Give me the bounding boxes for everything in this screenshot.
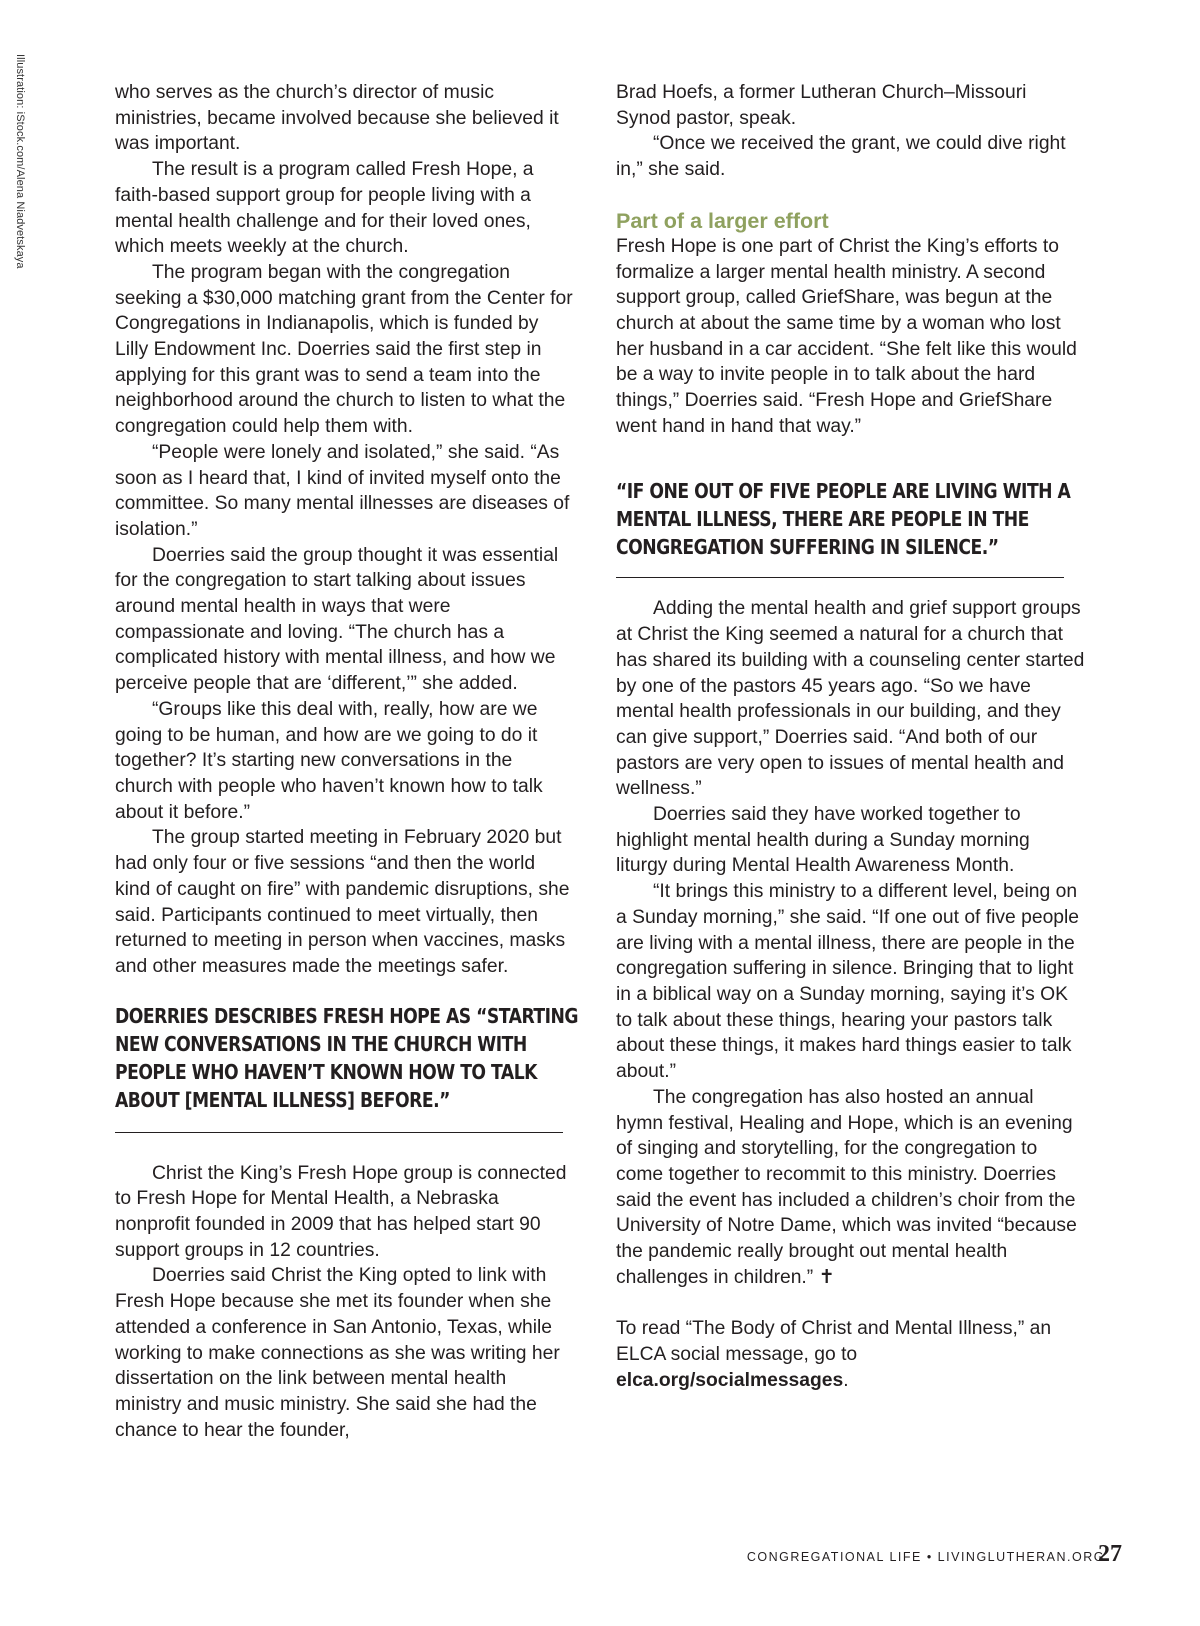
photo-credit: Illustration: iStock.com/Alena Niadvetskaya	[14, 54, 26, 269]
pull-quote: DOERRIES DESCRIBES FRESH HOPE AS “STARTING NEW CONVERSATIONS IN THE CHURCH WITH PEOPLE WHO HAVEN’T KNOWN HOW TO TALK ABOUT [MENTAL ILLNESS] BEFORE.”	[115, 1003, 578, 1112]
footer-section-label: CONGREGATIONAL LIFE • LIVINGLUTHERAN.ORG	[746, 1550, 1105, 1564]
paragraph: “Groups like this deal with, really, how are we going to be human, and how are we going to do it together? It’s starting new conversations in the church with people who haven’t known how to talk about it before.”	[115, 698, 543, 823]
paragraph: Doerries said the group thought it was essential for the congregation to start talking about issues around mental health in ways that were compassionate and loving. “The church has a complicated history with mental illness, and how we perceive people that are ‘different,’” she added.	[115, 544, 559, 695]
paragraph: The result is a program called Fresh Hope, a faith-based support group for people living with a mental health challenge and for their loved ones, which meets weekly at the church.	[115, 159, 534, 258]
pull-quote: “IF ONE OUT OF FIVE PEOPLE ARE LIVING WITH A MENTAL ILLNESS, THERE ARE PEOPLE IN THE CONGREGATION SUFFERING IN SILENCE.”	[616, 479, 1071, 560]
page-number: 27	[1098, 1541, 1122, 1567]
divider	[616, 577, 1064, 578]
divider	[115, 1132, 563, 1133]
closing-period: .	[843, 1369, 849, 1391]
end-mark-cross-icon: ✝	[818, 1266, 835, 1288]
social-messages-link[interactable]: elca.org/socialmessages	[616, 1369, 844, 1391]
left-column	[115, 80, 578, 1443]
paragraph: Doerries said Christ the King opted to link with Fresh Hope because she met its founder when she attended a conference in San Antonio, Texas, while working to make connections as she was writing her dissertation on the link between mental health ministry and music ministry. She said she had the chance to hear the founder,	[115, 1265, 560, 1441]
paragraph: Fresh Hope is one part of Christ the King’s efforts to formalize a larger mental health ministry. A second support group, called GriefShare, was begun at the church at about the same time by a woman who lost her husband in a car accident. “She felt like this would be a way to invite people in to talk about the hard things,” Doerries said. “Fresh Hope and GriefShare went hand in hand that way.”	[616, 235, 1077, 437]
right-column	[616, 80, 1086, 1393]
paragraph: Christ the King’s Fresh Hope group is connected to Fresh Hope for Mental Health, a Nebraska nonprofit founded in 2009 that has helped start 90 support groups in 12 countries.	[115, 1162, 567, 1261]
paragraph-text: The congregation has also hosted an annual hymn festival, Healing and Hope, which is an evening of singing and storytelling, for the congregation to come together to recommit to this ministry. Doerries said the event has included a children’s choir from the University of Notre Dame, which was invited “because the pandemic really brought out mental health challenges in children.”	[616, 1086, 1077, 1288]
paragraph: who serves as the church’s director of music ministries, became involved because she believed it was important.	[115, 82, 559, 155]
closing-text: To read “The Body of Christ and Mental Illness,” an ELCA social message, go to	[616, 1318, 1052, 1365]
closing-note	[616, 1316, 1086, 1393]
section-subhead: Part of a larger effort	[616, 208, 829, 233]
paragraph: Doerries said they have worked together to highlight mental health during a Sunday morning liturgy during Mental Health Awareness Month.	[616, 804, 1030, 877]
paragraph: The group started meeting in February 2020 but had only four or five sessions “and then the world kind of caught on fire” with pandemic disruptions, she said. Participants continued to meet virtually, then returned to meeting in person when vaccines, masks and other measures made the meetings safer.	[115, 827, 570, 977]
paragraph: “It brings this ministry to a different level, being on a Sunday morning,” she said. “If one out of five people are living with a mental illness, there are people in the congregation suffering in silence. Bringing that to light in a biblical way on a Sunday morning, saying it’s OK to talk about these things, hearing your pastors talk about these things, it makes hard things easier to talk about.”	[616, 881, 1080, 1083]
paragraph: Brad Hoefs, a former Lutheran Church–Missouri Synod pastor, speak.	[616, 82, 1027, 129]
paragraph: “Once we received the grant, we could dive right in,” she said.	[616, 133, 1066, 181]
pull-quote-block	[616, 477, 1086, 578]
paragraph	[616, 1085, 1086, 1291]
paragraph: The program began with the congregation seeking a $30,000 matching grant from the Center for Congregations in Indianapolis, which is funded by Lilly Endowment Inc. Doerries said the first step in applying for this grant was to send a team into the neighborhood around the church to listen to what the congregation could help them with.	[115, 261, 573, 438]
pull-quote-block	[115, 1002, 578, 1133]
paragraph: “People were lonely and isolated,” she said. “As soon as I heard that, I kind of invited myself onto the committee. So many mental illnesses are diseases of isolation.”	[115, 441, 570, 540]
paragraph: Adding the mental health and grief support groups at Christ the King seemed a natural for a church that has shared its building with a counseling center started by one of the pastors 45 years ago. “So we have mental health professionals in our building, and they can give support,” Doerries said. “And both of our pastors are very open to issues of mental health and wellness.”	[616, 598, 1085, 800]
